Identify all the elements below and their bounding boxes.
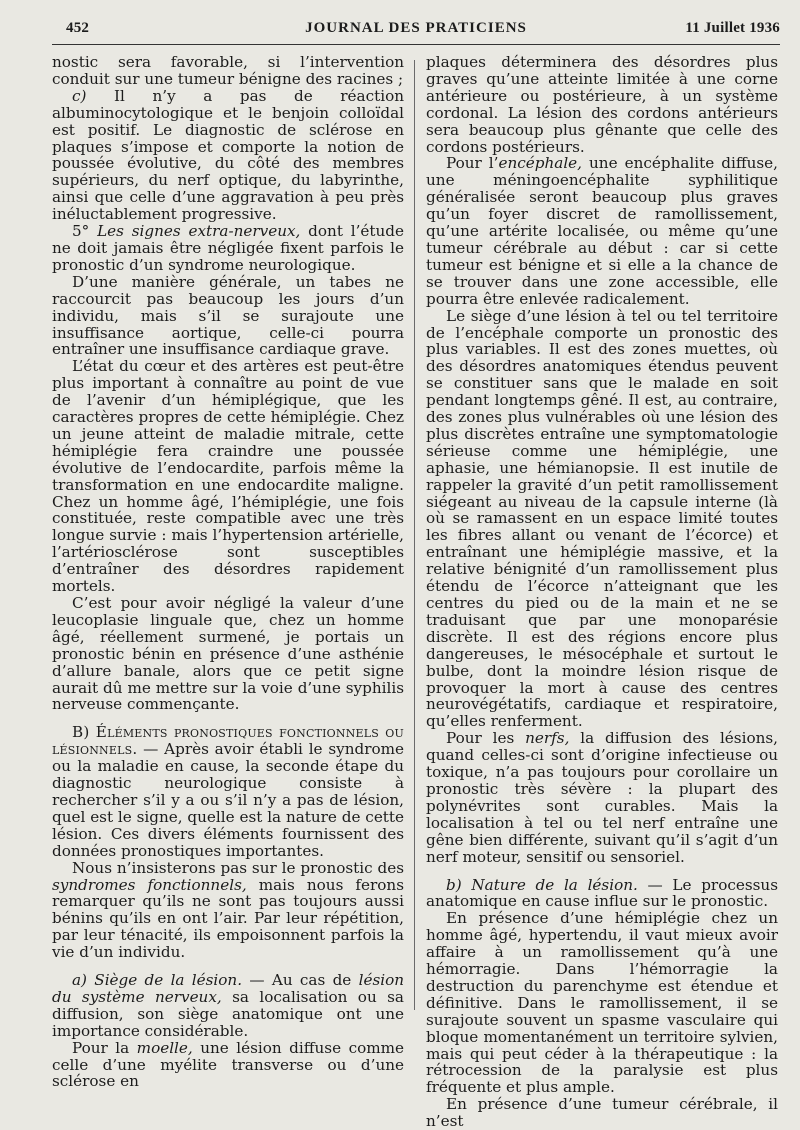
italic-term: moelle, xyxy=(136,1038,193,1057)
paragraph-text: Pour la xyxy=(72,1038,137,1057)
paragraph-text: C’est pour avoir négligé la valeur d’une leucoplasie linguale que, chez un homme âgé, réellement surmené, je portais un pronostic bénin en présence d’une asthénie d’allure banale, alors que ce petit signe aurait dû me mettre sur la voie d’une syphilis nerveuse commençante. xyxy=(52,594,404,714)
paragraph-text: la diffusion des lésions, quand celles-ci sont d’origine infectieuse ou toxique, n’a pas toujours pour corollaire un pronostic très sévère : la plupart des polynévrites sont curables. Mais la localisation à tel ou tel nerf entraîne une gêne bien différente, suivant qu’il s’agit d’un nerf moteur, sensitif ou sensoriel. xyxy=(426,729,778,866)
paragraph-text: sa localisation ou sa diffusion, son siège anatomique ont une importance considérable. xyxy=(52,987,404,1040)
italic-term: lésion du système nerveux, xyxy=(52,971,405,1006)
paragraph xyxy=(52,1040,404,1091)
paragraph-text: une lésion diffuse comme celle d’une myélite transverse ou d’une sclérose en xyxy=(52,1038,405,1091)
section-heading: B) Éléments pronostiques fonctionnels ou lésionnels. xyxy=(52,723,404,759)
paragraph xyxy=(52,860,404,961)
column-divider xyxy=(414,60,415,1010)
paragraph-text: — Le processus anatomique en cause influe sur le pronostic. xyxy=(426,875,778,911)
paragraph-text: L’état du cœur et des artères est peut-être plus important à connaître au point de vue de l’avenir d’un hémiplégique, que les caractères propres de cette hémiplégie. Chez un jeune atteint de maladie mitrale, cette hémiplégie fera craindre une poussée évolutive de l’endocardite, parfois même la transformation en une endocardite maligne. Chez un homme âgé, l’hémiplégie, une fois constituée, reste compatible avec une très longue survie : mais l’hypertension artérielle, l’artériosclérose sont susceptibles d’entraîner des désordres rapidement mortels. xyxy=(52,357,404,596)
paragraph-text: Pour les xyxy=(446,729,526,748)
paragraph-text: nostic sera favorable, si l’intervention conduit sur une tumeur bénigne des racines ; xyxy=(52,53,404,88)
paragraph xyxy=(426,308,778,731)
paragraph xyxy=(426,877,778,911)
text-columns xyxy=(52,53,780,1130)
paragraph xyxy=(52,54,404,88)
paragraph xyxy=(426,54,778,155)
right-column xyxy=(426,53,778,1130)
paragraph xyxy=(426,730,778,865)
paragraph xyxy=(426,1096,778,1130)
page-number: 452 xyxy=(66,20,90,36)
item-number: 5° xyxy=(72,222,90,241)
paragraph xyxy=(52,358,404,595)
item-marker: c) xyxy=(72,86,87,105)
italic-term: syndromes fonctionnels, xyxy=(52,875,247,894)
paragraph xyxy=(426,910,778,1096)
paragraph-text: mais nous ferons remarquer qu’ils ne sont pas toujours aussi bénins qu’ils en ont l’air. Par leur répétition, par leur ténacité, ils empoisonnent parfois la vie d’un individu. xyxy=(52,875,404,962)
left-column xyxy=(52,53,405,1091)
italic-term: Les signes extra-nerveux, xyxy=(97,222,301,241)
paragraph-text: En présence d’une hémiplégie chez un homme âgé, hypertendu, il vaut mieux avoir affaire à un ramollissement qu’à une hémorragie. Dans l’hémorragie la destruction du parenchyme est étendue et définitive. Dans le ramollissement, il se surajoute souvent un spasme vasculaire qui bloque momentanément un territoire sylvien, mais qui peut céder à la thérapeutique : la rétrocession de la paralysie est plus fréquente et plus ample. xyxy=(426,909,778,1097)
subsection-heading: a) Siège de la lésion. xyxy=(72,971,243,990)
issue-date: 11 Juillet 1936 xyxy=(685,20,780,36)
paragraph-text: En présence d’une tumeur cérébrale, il n’est xyxy=(426,1095,778,1130)
paragraph-text: plaques déterminera des désordres plus graves qu’une atteinte limitée à une corne antérieure ou postérieure, à un système cordonal. La lésion des cordons antérieurs sera beaucoup plus gênante que celle des cordons postérieurs. xyxy=(426,53,778,156)
italic-term: encéphale, xyxy=(498,154,582,173)
subsection-heading: b) Nature de la lésion. xyxy=(446,875,638,894)
paragraph-text: dont l’étude ne doit jamais être négligée fixent parfois le pronostic d’un syndrome neurologique. xyxy=(52,222,404,274)
paragraph-text: Le siège d’une lésion à tel ou tel territoire de l’encéphale comporte un pronostic des plus variables. Il est des zones muettes, où des désordres anatomiques étendus peuvent se constituer sans que le malade en soit pendant longtemps gêné. Il est, au contraire, des zones plus vulnérables où une lésion des plus discrètes entraîne une symptomatologie sérieuse comme une hémiplégie, une aphasie, une hémianopsie. Il est inutile de rappeler la gravité d’un petit ramollissement siégeant au niveau de la capsule interne (là où se ramassent en un espace limité toutes les fibres allant ou venant de l’écorce) et entraînant une hémiplégie massive, et la relative bénignité d’un ramollissement plus étendu de l’écorce n’atteignant que les centres du pied ou de la main et ne se traduisant que par une monoparésie discrète. Il est des régions encore plus dangereuses, le mésocéphale et surtout le bulbe, dont la moindre lésion risque de provoquer la mort à cause des centres neurovégétatifs, cardiaque et respiratoire, qu’elles renferment. xyxy=(426,306,778,731)
paragraph-text: Nous n’insisterons pas sur le pronostic des xyxy=(72,858,404,877)
paragraph-text: Pour l’ xyxy=(446,154,499,173)
paragraph xyxy=(52,595,404,713)
paragraph-text: Il n’y a pas de réaction albuminocytologique et le benjoin colloïdal est positif. Le diagnostic de sclérose en plaques s’impose et comporte la notion de poussée évolutive, du côté des membres supérieurs, du nerf optique, du labyrinthe, ainsi que celle d’une aggravation à peu près inéluctablement progressive. xyxy=(52,86,404,224)
paragraph xyxy=(52,88,404,223)
paragraph-text: D’une manière générale, un tabes ne raccourcit pas beaucoup les jours d’un individu, mais s’il se surajoute une insuffisance aortique, celle-ci pourra entraîner une insuffisance cardiaque grave. xyxy=(52,272,404,359)
paragraph-text: — Après avoir établi le syndrome ou la maladie en cause, la seconde étape du diagnostic neurologique consiste à rechercher s’il y a ou s’il n’y a pas de lésion, quel est le signe, quelle est la nature de cette lésion. Ces divers éléments fournissent des données pronostiques importantes. xyxy=(52,740,404,860)
journal-title: JOURNAL DES PRATICIENS xyxy=(305,20,527,36)
header-rule xyxy=(52,44,780,45)
italic-term: nerfs, xyxy=(525,729,570,748)
paragraph xyxy=(426,155,778,307)
paragraph-text: une encéphalite diffuse, une méningoencéphalite syphilitique généralisée seront beaucoup plus graves qu’un foyer discret de ramollissement, qu’une artérite localisée, ou même qu’une tumeur cérébrale au début : car si cette tumeur est bénigne et si elle a la chance de se trouver dans une zone accessible, elle pourra être enlevée radicalement. xyxy=(426,154,778,308)
paragraph xyxy=(52,223,404,274)
paragraph xyxy=(52,972,404,1040)
paragraph-text: — Au cas de xyxy=(242,971,359,990)
paragraph xyxy=(52,274,404,359)
page-header xyxy=(52,16,780,40)
section-heading-paragraph xyxy=(52,724,404,859)
